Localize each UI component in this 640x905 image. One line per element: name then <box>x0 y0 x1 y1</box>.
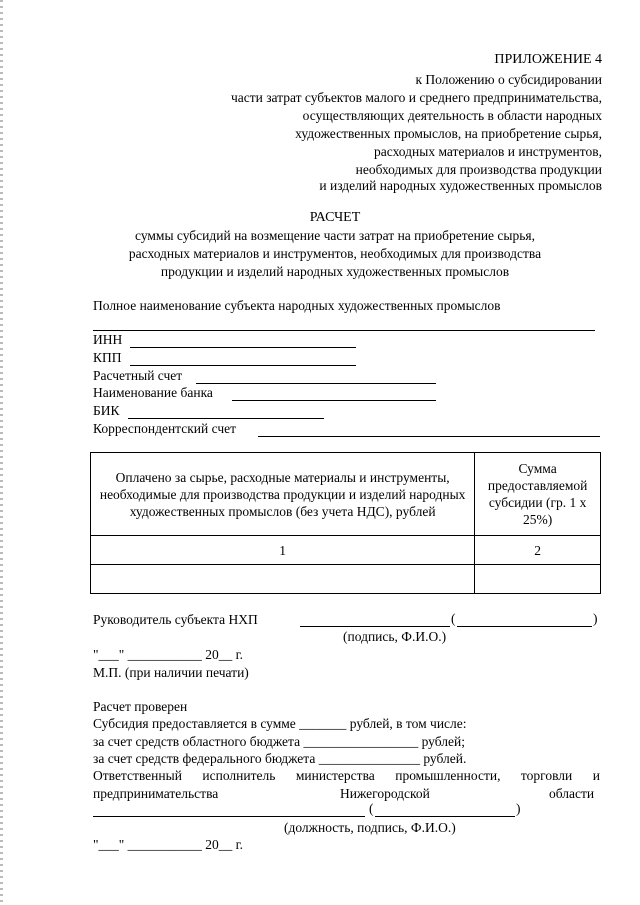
executor-word: области <box>549 786 595 801</box>
column-number-1: 1 <box>91 536 475 565</box>
executor-line-1 <box>93 768 600 784</box>
subsidy-amount-cell[interactable] <box>475 565 601 594</box>
executor-position-field[interactable] <box>93 816 365 817</box>
executor-word: министерства <box>295 768 375 783</box>
table-header-row <box>91 453 601 536</box>
document-title: РАСЧЕТ <box>309 210 361 225</box>
executor-word: предпринимательства <box>93 786 219 801</box>
inn-field[interactable] <box>130 347 356 348</box>
executor-name-field[interactable] <box>375 816 515 817</box>
document-subtitle-line: продукции и изделий народных художественных промыслов <box>160 264 510 279</box>
table-row <box>91 565 601 594</box>
executor-word: промышленности, <box>395 768 501 783</box>
signature-date-line[interactable]: "___" ___________ 20__ г. <box>93 647 244 662</box>
appendix-line: и изделий народных художественных промыслов <box>319 178 602 193</box>
appendix-line: расходных материалов и инструментов, <box>374 144 602 159</box>
document-subtitle-line: расходных материалов и инструментов, необходимых для производства <box>128 246 542 261</box>
open-paren: ( <box>451 611 456 626</box>
inn-label: ИНН <box>93 332 123 347</box>
head-name-field[interactable] <box>457 626 592 627</box>
head-signature-field[interactable] <box>300 626 450 627</box>
corr-account-field[interactable] <box>258 436 600 437</box>
appendix-title: ПРИЛОЖЕНИЕ 4 <box>494 52 602 67</box>
account-label: Расчетный счет <box>93 368 183 383</box>
appendix-line: к Положению о субсидировании <box>415 72 602 87</box>
appendix-line: части затрат субъектов малого и среднего предпринимательства, <box>230 90 602 105</box>
executor-word: Нижегородской <box>340 786 430 801</box>
calculation-table <box>90 452 601 594</box>
bank-name-label: Наименование банка <box>93 385 213 400</box>
close-paren: ) <box>516 801 521 816</box>
kpp-label: КПП <box>93 350 122 365</box>
paid-amount-header: Оплачено за сырье, расходные материалы и инструменты, необходимые для производства продукции и изделий народных художественных промыслов (без учета НДС), рублей <box>91 453 475 536</box>
corr-account-label: Корреспондентский счет <box>93 421 237 436</box>
appendix-line: необходимых для производства продукции <box>355 162 602 177</box>
bik-field[interactable] <box>128 418 324 419</box>
executor-word: Ответственный <box>93 768 182 783</box>
position-caption: (должность, подпись, Ф.И.О.) <box>284 820 456 835</box>
checked-label: Расчет проверен <box>93 699 188 714</box>
executor-word: исполнитель <box>202 768 276 783</box>
check-date-line[interactable]: "___" ___________ 20__ г. <box>93 837 244 852</box>
subject-full-name-label: Полное наименование субъекта народных художественных промыслов <box>93 298 501 313</box>
paid-amount-cell[interactable] <box>91 565 475 594</box>
head-of-subject-label: Руководитель субъекта НХП <box>93 612 258 627</box>
subject-full-name-field[interactable] <box>93 330 595 331</box>
document-subtitle-line: суммы субсидий на возмещение части затрат на приобретение сырья, <box>135 228 535 243</box>
bik-label: БИК <box>93 403 120 418</box>
close-paren: ) <box>593 611 598 626</box>
open-paren: ( <box>369 801 374 816</box>
page-edge-decoration <box>0 0 3 905</box>
subsidy-amount-line[interactable]: Субсидия предоставляется в сумме _______ рублей, в том числе: <box>93 716 467 731</box>
regional-budget-line[interactable]: за счет средств областного бюджета _________________ рублей; <box>93 734 465 749</box>
subsidy-amount-header: Сумма предоставляемой субсидии (гр. 1 x 25%) <box>475 453 601 536</box>
table-number-row <box>91 536 601 565</box>
column-number-2: 2 <box>475 536 601 565</box>
executor-word: и <box>592 768 600 783</box>
stamp-note: М.П. (при наличии печати) <box>93 665 249 680</box>
appendix-line: художественных промыслов, на приобретение сырья, <box>295 126 602 141</box>
account-field[interactable] <box>196 383 436 384</box>
kpp-field[interactable] <box>130 365 356 366</box>
executor-word: торговли <box>520 768 573 783</box>
federal-budget-line[interactable]: за счет средств федерального бюджета _______________ рублей. <box>93 751 467 766</box>
appendix-line: осуществляющих деятельность в области народных <box>302 108 602 123</box>
bank-name-field[interactable] <box>232 400 436 401</box>
signature-caption: (подпись, Ф.И.О.) <box>343 629 447 644</box>
